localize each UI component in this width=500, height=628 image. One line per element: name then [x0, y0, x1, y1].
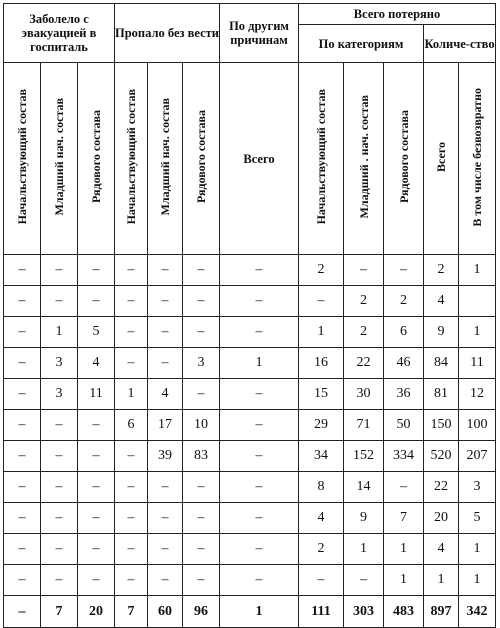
- table-cell: 2: [384, 286, 424, 317]
- table-cell: –: [384, 472, 424, 503]
- table-cell: –: [299, 286, 344, 317]
- table-cell: 1: [459, 565, 496, 596]
- table-cell: 36: [384, 379, 424, 410]
- table-cell: –: [4, 317, 41, 348]
- table-cell: 100: [459, 410, 496, 441]
- table-cell: 84: [424, 348, 459, 379]
- table-cell: 4: [299, 503, 344, 534]
- table-cell: 5: [459, 503, 496, 534]
- table-cell: 1: [299, 317, 344, 348]
- table-cell: 5: [78, 317, 115, 348]
- table-cell: 14: [344, 472, 384, 503]
- table-row: [4, 286, 496, 317]
- table-cell: 1: [115, 379, 148, 410]
- table-cell: –: [148, 286, 183, 317]
- table-cell: –: [78, 472, 115, 503]
- table-cell: 9: [424, 317, 459, 348]
- table-cell: 50: [384, 410, 424, 441]
- table-row: [4, 410, 496, 441]
- table-cell: –: [220, 534, 299, 565]
- table-cell: –: [4, 565, 41, 596]
- header-total-lost-group: Всего потеряно: [299, 4, 496, 25]
- table-cell: –: [4, 472, 41, 503]
- table-cell: 1: [459, 255, 496, 286]
- table-cell: –: [115, 348, 148, 379]
- table-row: [4, 503, 496, 534]
- table-cell: 897: [424, 596, 459, 628]
- table-cell: 60: [148, 596, 183, 628]
- table-cell: –: [220, 286, 299, 317]
- table-cell: –: [41, 286, 78, 317]
- table-cell: –: [148, 472, 183, 503]
- table-cell: 111: [299, 596, 344, 628]
- table-cell: 16: [299, 348, 344, 379]
- table-cell: –: [220, 441, 299, 472]
- header-missing-group: Пропало без вести: [115, 4, 220, 63]
- table-cell: 71: [344, 410, 384, 441]
- table-cell: –: [183, 317, 220, 348]
- table-cell: 1: [220, 596, 299, 628]
- table-cell: –: [41, 503, 78, 534]
- header-missing-command: Начальствующий состав: [115, 63, 148, 255]
- header-other-total: Всего: [220, 63, 299, 255]
- table-cell: –: [183, 565, 220, 596]
- table-cell: 10: [183, 410, 220, 441]
- table-cell: 3: [183, 348, 220, 379]
- table-cell: –: [4, 410, 41, 441]
- table-cell: –: [115, 472, 148, 503]
- table-cell: 20: [78, 596, 115, 628]
- header-cat-junior: Младший . нач. состав: [344, 63, 384, 255]
- table-cell: 46: [384, 348, 424, 379]
- table-cell: 20: [424, 503, 459, 534]
- table-cell: 2: [424, 255, 459, 286]
- table-cell: –: [148, 534, 183, 565]
- table-cell: 483: [384, 596, 424, 628]
- table-cell: –: [220, 410, 299, 441]
- table-cell: 520: [424, 441, 459, 472]
- table-cell: 2: [344, 317, 384, 348]
- table-cell: –: [4, 441, 41, 472]
- header-sick-group: Заболело с эвакуацией в госпиталь: [4, 4, 115, 63]
- table-row: [4, 255, 496, 286]
- table-cell: –: [41, 410, 78, 441]
- table-cell: –: [41, 255, 78, 286]
- table-cell: –: [220, 503, 299, 534]
- header-qty-total: Всего: [424, 63, 459, 255]
- table-cell: –: [220, 565, 299, 596]
- table-cell: 22: [424, 472, 459, 503]
- table-cell: –: [344, 565, 384, 596]
- table-cell: –: [115, 441, 148, 472]
- table-cell: 22: [344, 348, 384, 379]
- table-cell: –: [115, 534, 148, 565]
- table-cell: 39: [148, 441, 183, 472]
- table-cell: 34: [299, 441, 344, 472]
- header-sick-junior: Младший нач. состав: [41, 63, 78, 255]
- table-cell: –: [4, 534, 41, 565]
- table-cell: –: [384, 255, 424, 286]
- table-cell: 1: [459, 317, 496, 348]
- header-cat-rank: Рядового состава: [384, 63, 424, 255]
- table-cell: 6: [115, 410, 148, 441]
- table-cell: 15: [299, 379, 344, 410]
- table-cell: –: [220, 379, 299, 410]
- table-cell: 7: [384, 503, 424, 534]
- table-cell: 1: [344, 534, 384, 565]
- table-cell: 96: [183, 596, 220, 628]
- table-cell: –: [41, 472, 78, 503]
- table-cell: 342: [459, 596, 496, 628]
- table-cell: –: [299, 565, 344, 596]
- table-cell: 150: [424, 410, 459, 441]
- table-cell: –: [78, 410, 115, 441]
- header-cat-command: Начальствующий состав: [299, 63, 344, 255]
- table-cell: –: [41, 565, 78, 596]
- table-cell: 1: [384, 565, 424, 596]
- table-cell: 29: [299, 410, 344, 441]
- table-cell: 1: [384, 534, 424, 565]
- table-cell: –: [183, 379, 220, 410]
- table-cell: –: [115, 286, 148, 317]
- table-cell: [459, 286, 496, 317]
- table-cell: –: [148, 503, 183, 534]
- table-cell: –: [148, 255, 183, 286]
- table-cell: 30: [344, 379, 384, 410]
- table-row: [4, 317, 496, 348]
- table-cell: –: [220, 472, 299, 503]
- table-cell: 3: [459, 472, 496, 503]
- table-cell: –: [4, 286, 41, 317]
- header-sick-command: Начальствующий состав: [4, 63, 41, 255]
- table-cell: 12: [459, 379, 496, 410]
- table-cell: –: [115, 565, 148, 596]
- table-cell: 3: [41, 379, 78, 410]
- table-cell: 2: [299, 255, 344, 286]
- table-cell: 4: [424, 534, 459, 565]
- table-cell: 2: [344, 286, 384, 317]
- table-cell: –: [148, 348, 183, 379]
- header-qty-irrecoverable: В том числе безвозвратно: [459, 63, 496, 255]
- table-cell: –: [4, 255, 41, 286]
- table-row: [4, 565, 496, 596]
- table-cell: 83: [183, 441, 220, 472]
- table-cell: 1: [220, 348, 299, 379]
- table-cell: –: [78, 534, 115, 565]
- table-cell: –: [148, 317, 183, 348]
- table-cell: –: [183, 534, 220, 565]
- table-cell: –: [183, 286, 220, 317]
- table-cell: 3: [41, 348, 78, 379]
- table-cell: –: [220, 317, 299, 348]
- table-cell: 17: [148, 410, 183, 441]
- table-cell: –: [41, 441, 78, 472]
- table-cell: 4: [78, 348, 115, 379]
- header-quantity: Количе-ство: [424, 25, 496, 63]
- table-cell: 1: [41, 317, 78, 348]
- table-cell: 6: [384, 317, 424, 348]
- table-cell: 303: [344, 596, 384, 628]
- table-cell: –: [78, 565, 115, 596]
- table-cell: –: [41, 534, 78, 565]
- table-row: [4, 348, 496, 379]
- table-cell: –: [115, 317, 148, 348]
- table-cell: –: [4, 379, 41, 410]
- table-cell: 152: [344, 441, 384, 472]
- table-cell: –: [344, 255, 384, 286]
- table-body: [4, 255, 496, 628]
- table-cell: –: [4, 503, 41, 534]
- table-cell: –: [78, 441, 115, 472]
- table-cell: –: [183, 503, 220, 534]
- table-cell: 7: [115, 596, 148, 628]
- table-cell: 334: [384, 441, 424, 472]
- table-cell: 4: [424, 286, 459, 317]
- table-row: [4, 472, 496, 503]
- table-cell: 11: [459, 348, 496, 379]
- table-cell: –: [115, 503, 148, 534]
- table-cell: 207: [459, 441, 496, 472]
- table-cell: 11: [78, 379, 115, 410]
- losses-table: [3, 3, 496, 628]
- table-cell: –: [78, 286, 115, 317]
- header-missing-rank: Рядового состава: [183, 63, 220, 255]
- table-row: [4, 379, 496, 410]
- table-cell: 7: [41, 596, 78, 628]
- table-cell: –: [115, 255, 148, 286]
- table-cell: 9: [344, 503, 384, 534]
- table-cell: 81: [424, 379, 459, 410]
- table-cell: –: [148, 565, 183, 596]
- total-row: [4, 596, 496, 628]
- table-cell: –: [183, 472, 220, 503]
- header-sick-rank: Рядового состава: [78, 63, 115, 255]
- header-missing-junior: Младший нач. состав: [148, 63, 183, 255]
- table-cell: –: [78, 503, 115, 534]
- table-row: [4, 441, 496, 472]
- table-cell: 1: [459, 534, 496, 565]
- table-cell: –: [4, 596, 41, 628]
- table-cell: –: [78, 255, 115, 286]
- table-cell: 2: [299, 534, 344, 565]
- header-other-group: По другим причинам: [220, 4, 299, 63]
- table-cell: –: [220, 255, 299, 286]
- table-cell: –: [183, 255, 220, 286]
- table-cell: 4: [148, 379, 183, 410]
- table-cell: 1: [424, 565, 459, 596]
- table-cell: 8: [299, 472, 344, 503]
- header-by-category: По категориям: [299, 25, 424, 63]
- table-row: [4, 534, 496, 565]
- table-cell: –: [4, 348, 41, 379]
